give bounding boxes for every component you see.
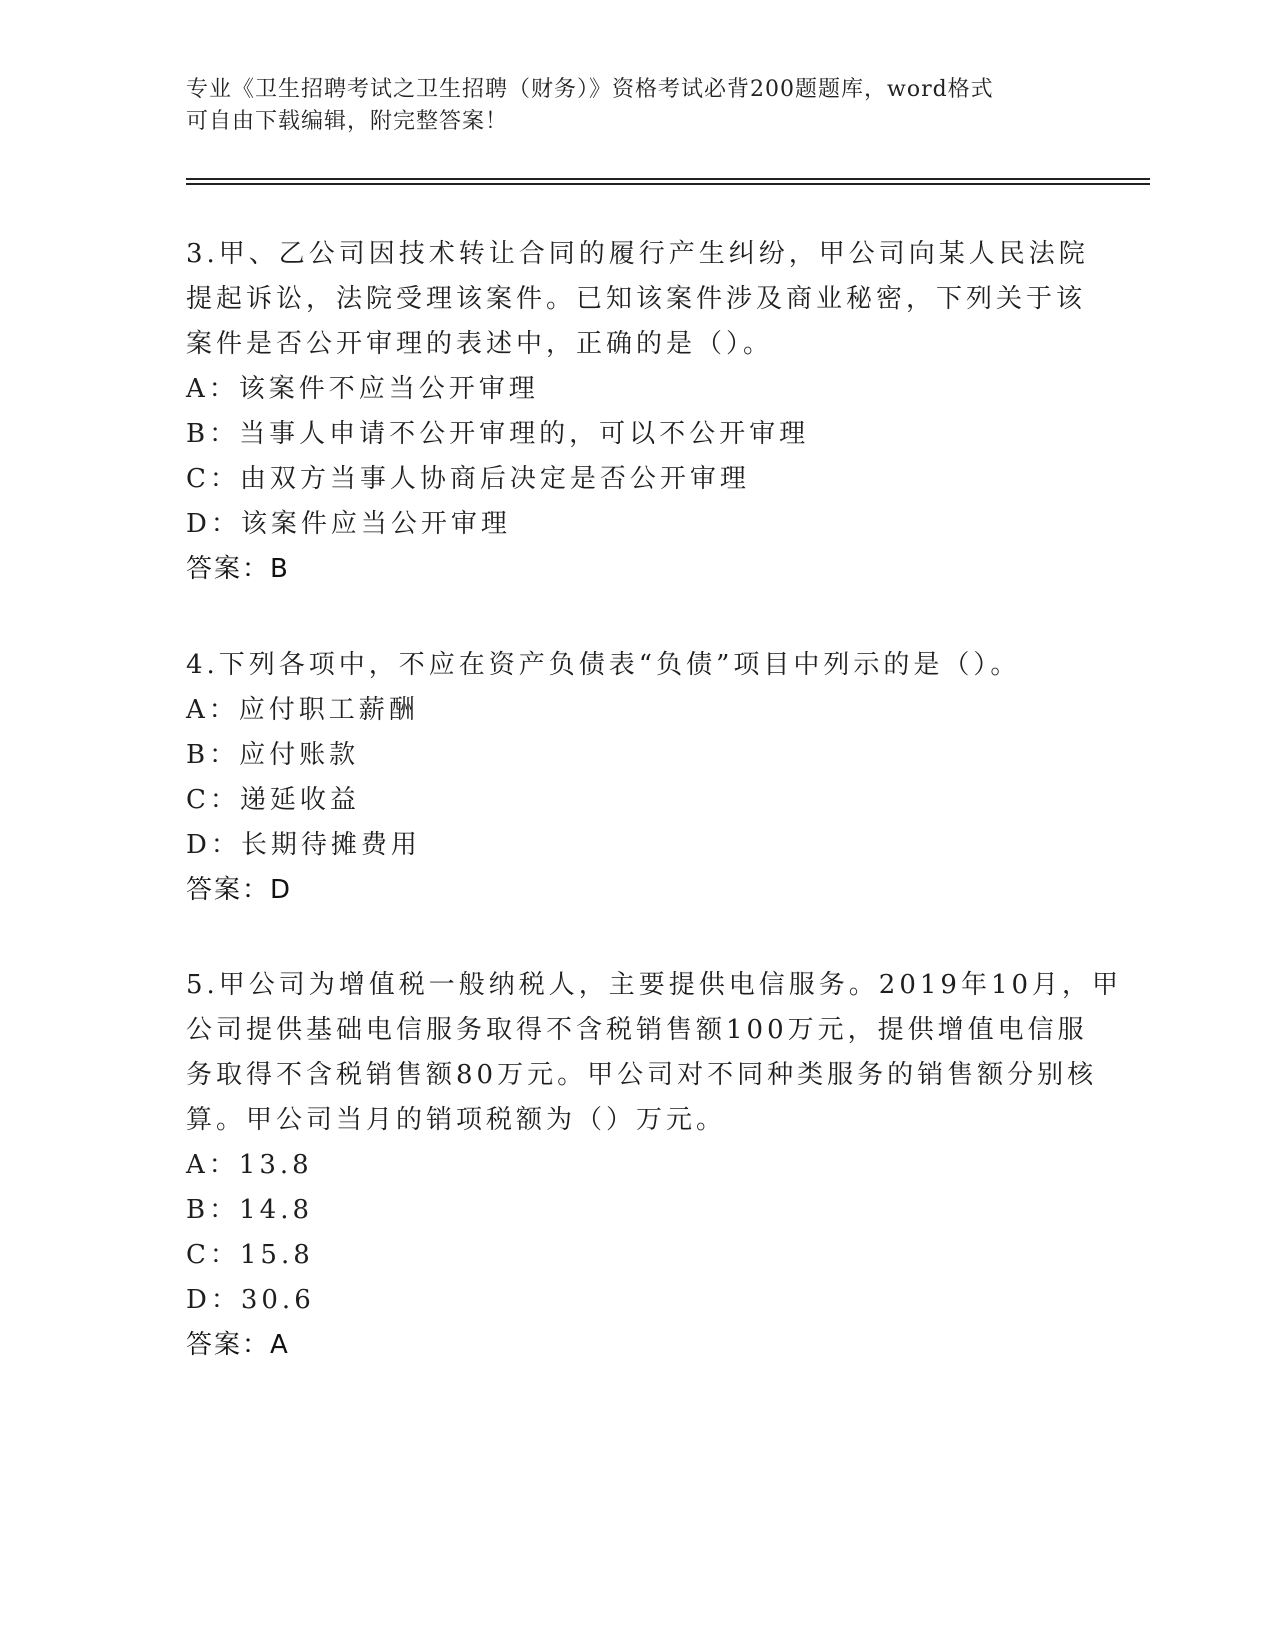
- stem-line: 案件是否公开审理的表述中，正确的是（）。: [186, 329, 774, 359]
- option-a: A：13.8: [186, 1150, 313, 1180]
- question-stem: [186, 963, 1123, 1143]
- option-a: A：该案件不应当公开审理: [186, 374, 539, 404]
- option-d: D：长期待摊费用: [186, 830, 421, 860]
- option-a: A：应付职工薪酬: [186, 695, 419, 725]
- question-4: [186, 643, 1086, 913]
- option-c: C：15.8: [186, 1240, 314, 1270]
- header-divider-bottom: [186, 183, 1150, 185]
- option-d: D：30.6: [186, 1285, 315, 1315]
- header-divider-top: [186, 178, 1150, 180]
- stem-line: 4.下列各项中，不应在资产负债表“负债”项目中列示的是（）。: [186, 650, 1021, 680]
- document-header: [186, 74, 1086, 138]
- option-b: B：当事人申请不公开审理的，可以不公开审理: [186, 419, 810, 449]
- option-c: C：递延收益: [186, 785, 360, 815]
- question-5: [186, 963, 1123, 1368]
- option-b: B：14.8: [186, 1195, 313, 1225]
- question-stem: [186, 232, 1089, 367]
- answer-line: 答案：A: [186, 1330, 290, 1360]
- question-3: [186, 232, 1089, 592]
- answer-line: 答案：D: [186, 875, 293, 905]
- stem-line: 提起诉讼，法院受理该案件。已知该案件涉及商业秘密，下列关于该: [186, 284, 1087, 314]
- stem-line: 5.甲公司为增值税一般纳税人，主要提供电信服务。2019年10月，甲: [186, 970, 1123, 1000]
- stem-line: 公司提供基础电信服务取得不含税销售额100万元，提供增值电信服: [186, 1015, 1088, 1045]
- answer-line: 答案：B: [186, 554, 290, 584]
- stem-line: 务取得不含税销售额80万元。甲公司对不同种类服务的销售额分别核: [186, 1060, 1098, 1090]
- header-line-2: 可自由下载编辑，附完整答案！: [186, 109, 509, 134]
- stem-line: 3.甲、乙公司因技术转让合同的履行产生纠纷，甲公司向某人民法院: [186, 239, 1089, 269]
- question-stem: [186, 643, 1086, 688]
- option-b: B：应付账款: [186, 740, 360, 770]
- header-line-1: 专业《卫生招聘考试之卫生招聘（财务）》资格考试必背200题题库，word格式: [186, 77, 994, 102]
- option-d: D：该案件应当公开审理: [186, 509, 511, 539]
- option-c: C：由双方当事人协商后决定是否公开审理: [186, 464, 750, 494]
- stem-line: 算。甲公司当月的销项税额为（）万元。: [186, 1105, 727, 1135]
